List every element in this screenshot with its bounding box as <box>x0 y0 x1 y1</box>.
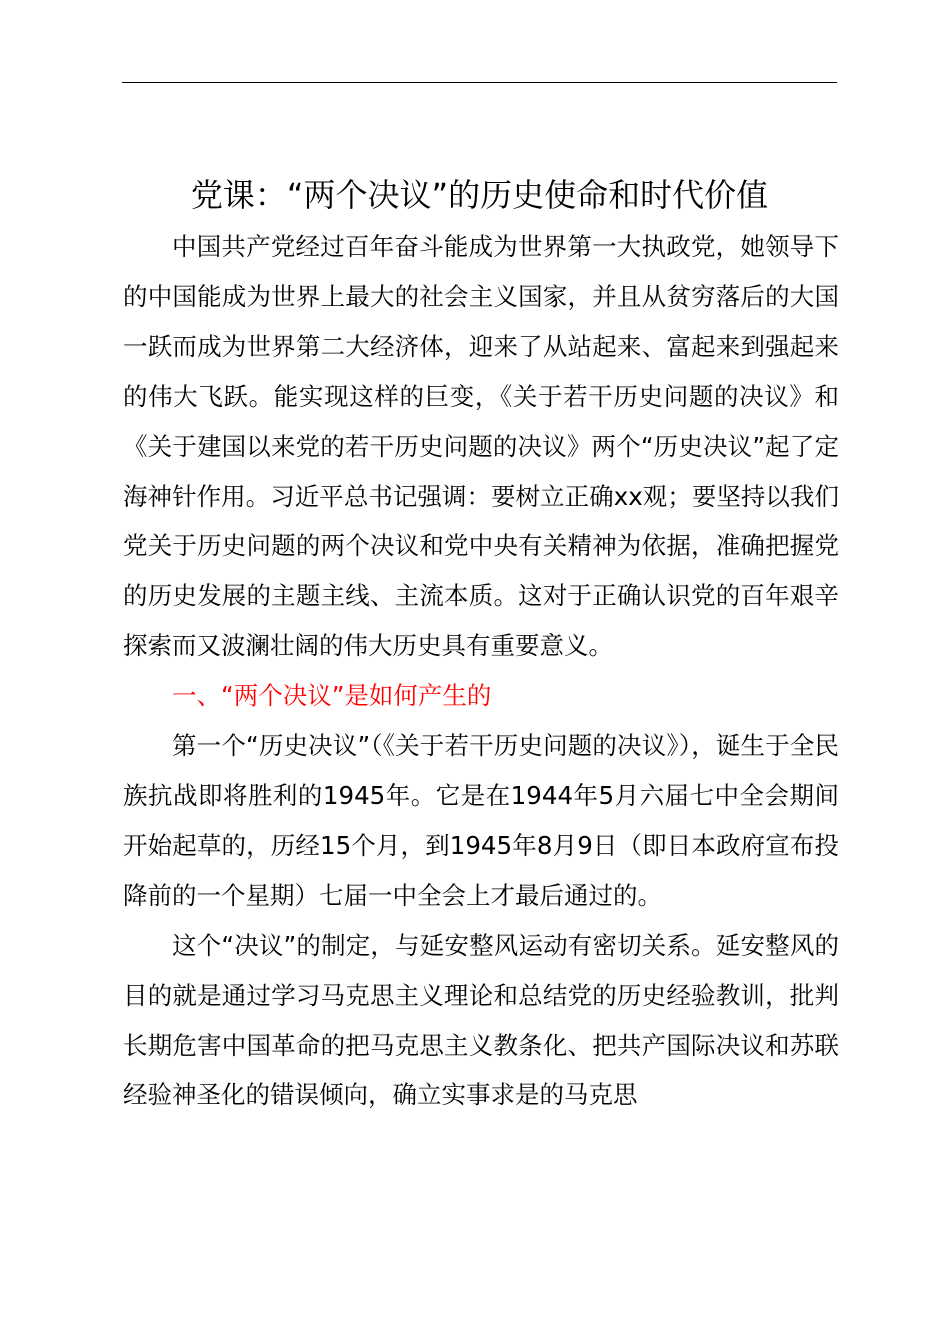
section1-paragraph-2: 这个“决议”的制定，与延安整风运动有密切关系。延安整风的目的就是通过学习马克思主义理论和总结党的历史经验教训，批判长期危害中国革命的把马克思主义教条化、把共产国际决议和苏联经验神圣化的错误倾向，确立实事求是的马克思 <box>123 930 839 1110</box>
section-heading-1: 一、“两个决议”是如何产生的 <box>172 681 492 711</box>
section1-paragraph-1: 第一个“历史决议”（《关于若干历史问题的决议》），诞生于全民族抗战即将胜利的1945年。它是在1944年5月六届七中全会期间开始起草的，历经15个月，到1945年8月9日（即日本政府宣布投降前的一个星期）七届一中全会上才最后通过的。 <box>123 731 839 910</box>
document-body <box>123 222 839 1120</box>
document-title: 党课：“两个决议”的历史使命和时代价值 <box>190 176 769 215</box>
intro-paragraph: 中国共产党经过百年奋斗能成为世界第一大执政党，她领导下的中国能成为世界上最大的社会主义国家，并且从贫穷落后的大国一跃而成为世界第二大经济体，迎来了从站起来、富起来到强起来的伟大飞跃。能实现这样的巨变，《关于若干历史问题的决议》和《关于建国以来党的若干历史问题的决议》两个“历史决议”起了定海神针作用。习近平总书记强调：要树立正确xx观；要坚持以我们党关于历史问题的两个决议和党中央有关精神为依据，准确把握党的历史发展的主题主线、主流本质。这对于正确认识党的百年艰辛探索而又波澜壮阔的伟大历史具有重要意义。 <box>123 232 839 661</box>
header-rule <box>122 82 837 83</box>
